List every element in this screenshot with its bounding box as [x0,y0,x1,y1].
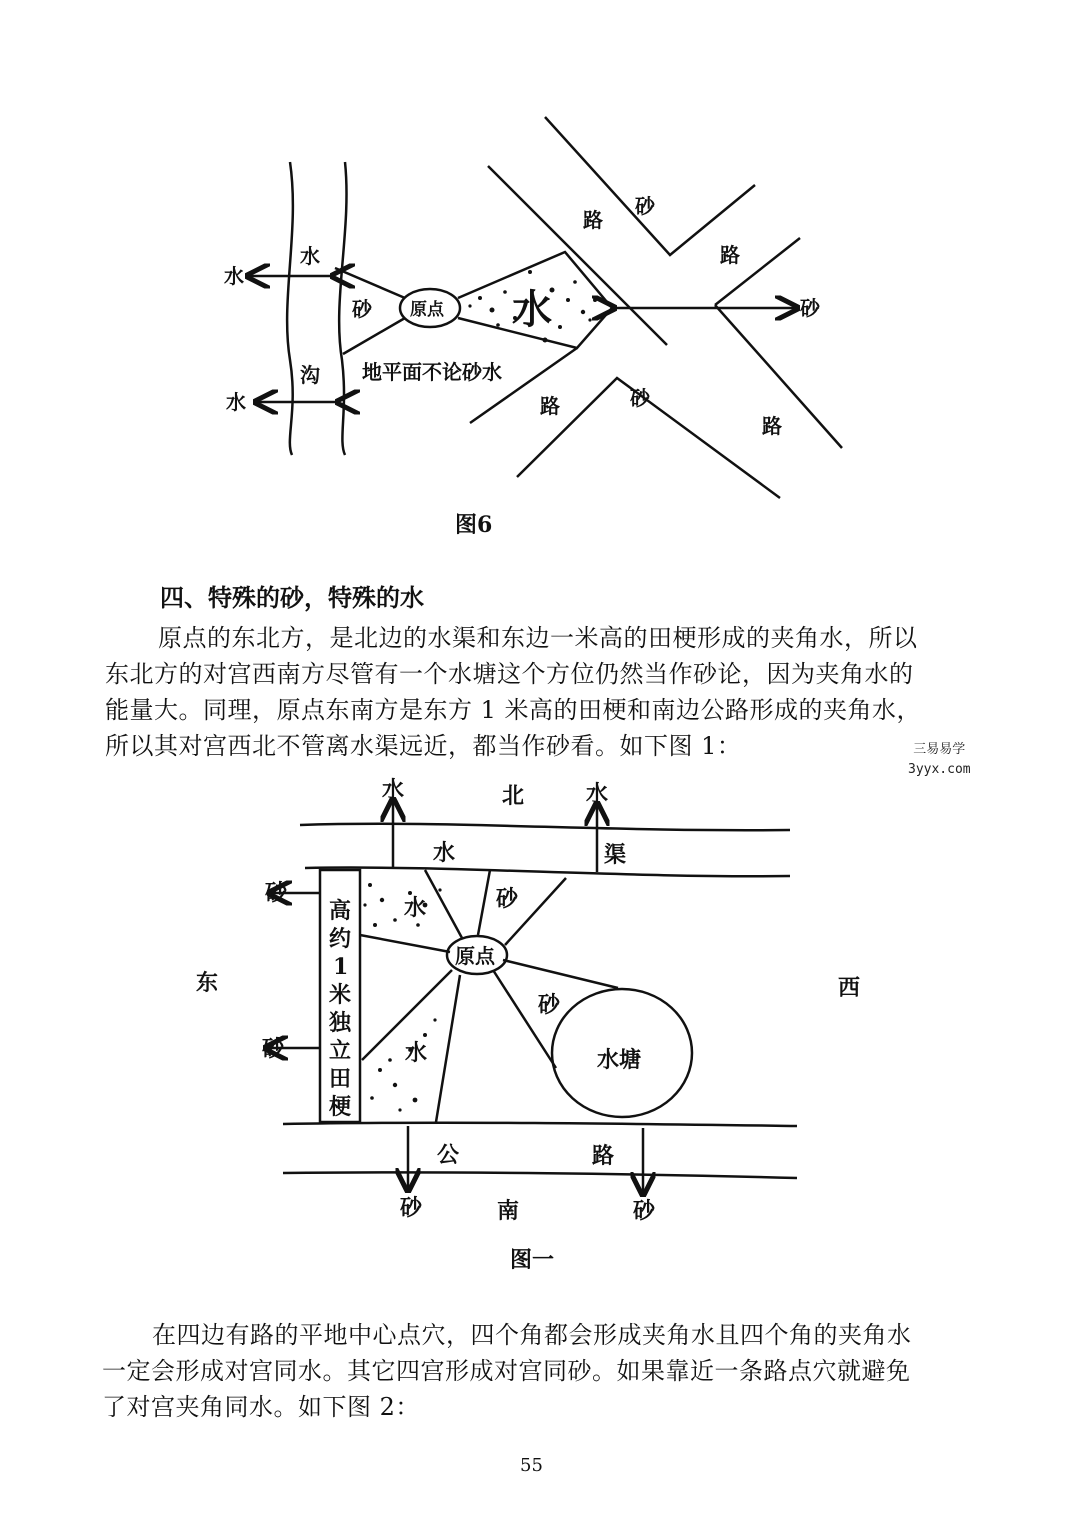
left-water-label-2: 水 [226,390,246,414]
water-speckles-fig1 [363,883,441,1112]
para2-line-1: 在四边有路的平地中心点穴，四个角都会形成夹角水且四个角的夹角水 [152,1321,912,1349]
field-ridge-char-3: 1 [333,954,349,980]
canal-top-bank [300,824,790,830]
sha-south-right-label: 砂 [633,1198,656,1224]
origin-label: 原点 [410,300,444,320]
field-ridge-char-5: 独 [329,1010,352,1036]
road-lr-label: 路 [762,414,782,438]
ditch-name-label: 沟 [300,363,320,387]
section-heading: 四、特殊的砂，特殊的水 [160,583,424,612]
water-nw-label: 水 [382,777,405,803]
sha-east-bottom-label: 砂 [262,1036,285,1062]
sha-left-label: 砂 [352,297,372,321]
road-bottom-edge [283,1172,797,1178]
road-label-1: 公 [437,1142,460,1168]
sha-pond-label: 砂 [538,992,561,1018]
para1-line-3: 能量大。同理，原点东南方是东方 1 米高的田梗和南边公路形成的夹角水， [105,696,922,724]
para2-line-2: 一定会形成对宫同水。其它四宫形成对宫同砂。如果靠近一条路点穴就避免 [102,1357,911,1385]
sha-right-label: 砂 [800,296,820,320]
sha-upper-label: 砂 [496,886,519,912]
para1-line-1: 原点的东北方，是北边的水渠和东边一米高的田梗形成的夹角水，所以 [158,624,918,652]
east-label: 东 [196,970,219,996]
canal-bottom-bank [305,868,790,877]
canal-label-1: 水 [433,840,456,866]
field-ridge-char-8: 梗 [329,1094,352,1120]
field-ridge-char-1: 高 [329,898,352,924]
field-ridge-char-4: 米 [329,982,352,1008]
road-ur-label: 路 [720,243,740,267]
road-ul-label: 路 [583,208,603,232]
sha-south-left-label: 砂 [400,1195,423,1221]
para1-line-2: 东北方的对宫西南方尽管有一个水塘这个方位仍然当作砂论，因为夹角水的 [105,660,914,688]
left-water-label-1: 水 [224,264,244,288]
south-label: 南 [497,1198,520,1224]
sha-ul-label: 砂 [635,194,655,218]
water-big-label: 水 [512,286,552,333]
para1-line-4: 所以其对宫西北不管离水渠远近，都当作砂看。如下图 1： [105,732,742,760]
water-ne-label: 水 [586,781,609,807]
water-upper-label: 水 [404,895,427,921]
canal-label-2: 渠 [604,842,627,868]
water-lower-label: 水 [405,1040,428,1066]
page-number: 55 [520,1455,543,1476]
sha-ll-label: 砂 [630,386,650,410]
note-label: 地平面不论砂水 [362,360,502,384]
field-ridge-char-2: 约 [329,926,352,952]
pond-label: 水塘 [597,1047,642,1073]
figure-6-caption: 图6 [455,512,493,538]
road-label-2: 路 [592,1143,615,1169]
ray-lines [360,870,618,1122]
watermark-line-2: 3yyx.com [908,762,971,777]
west-label: 西 [838,975,861,1001]
watermark-line-1: 三易易学 [913,742,966,757]
para2-line-3: 了对宫夹角同水。如下图 2： [102,1393,420,1421]
ditch-water-label: 水 [300,244,320,268]
road-top-edge [283,1123,797,1126]
figure-1-caption: 图一 [510,1247,555,1273]
origin-label-fig1: 原点 [455,944,495,968]
north-label: 北 [502,783,525,809]
sha-east-top-label: 砂 [265,880,288,906]
road-ll-label: 路 [540,394,560,418]
field-ridge-char-7: 田 [329,1066,352,1092]
field-ridge-char-6: 立 [329,1038,352,1064]
